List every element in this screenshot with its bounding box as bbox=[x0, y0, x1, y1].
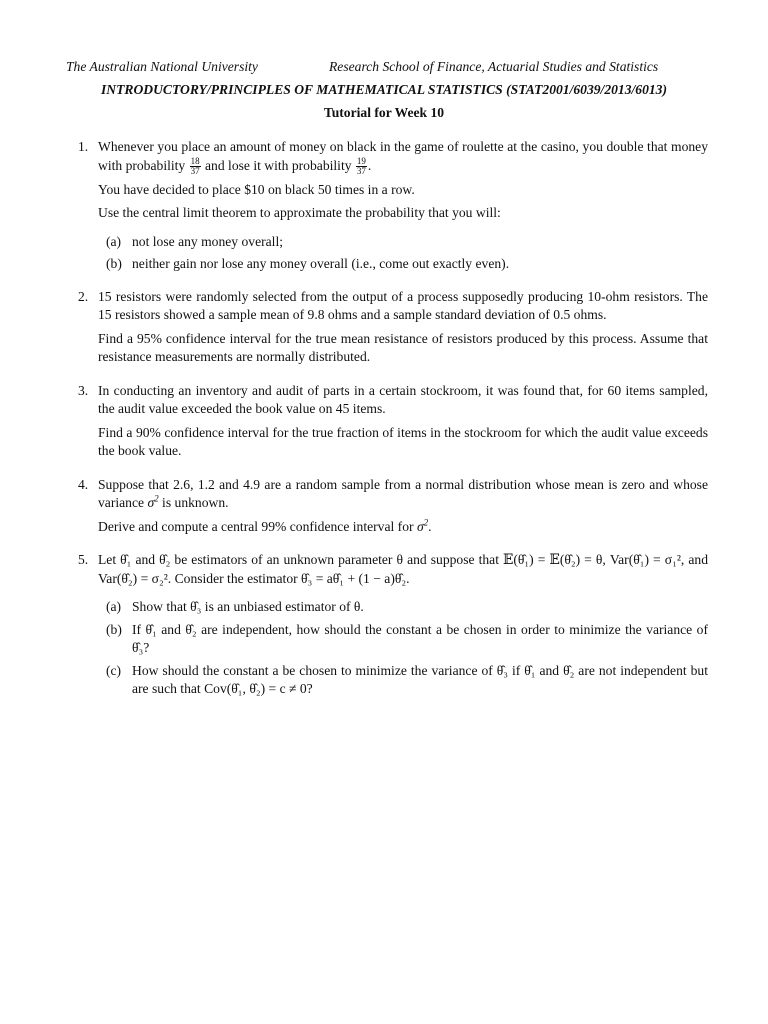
question-5 bbox=[78, 551, 708, 703]
subquestion-label: (b) bbox=[106, 621, 122, 637]
subquestion-label: (b) bbox=[106, 256, 122, 272]
question-2-task: Find a 95% confidence interval for the true mean resistance of resistors produced by this process. Assume that resistance measurements are normally distributed. bbox=[98, 330, 708, 365]
fraction-numerator: 18 bbox=[190, 155, 200, 166]
question-3-task: Find a 90% confidence interval for the true fraction of items in the stockroom for which the audit value exceeds the book value. bbox=[98, 424, 708, 459]
question-3 bbox=[78, 382, 708, 466]
question-1-instruction: Use the central limit theorem to approximate the probability that you will: bbox=[98, 205, 501, 221]
question-4-task bbox=[98, 518, 708, 537]
subquestion-text: neither gain nor lose any money overall (i.e., come out exactly even). bbox=[132, 256, 510, 272]
sigma-squared: $\sigma^2$ bbox=[147, 493, 159, 511]
question-number: 3. bbox=[78, 382, 89, 398]
fraction-19-37 bbox=[356, 157, 367, 176]
text-run: . bbox=[428, 518, 432, 534]
subquestion-text: Show that θ̂₃ is an unbiased estimator of θ. bbox=[132, 599, 364, 615]
question-2-text: 15 resistors were randomly selected from the output of a process supposedly producing 10-ohm resistors. The 15 resistors showed a sample mean of 9.8 ohms and a sample standard deviation of 0.5 ohms. bbox=[98, 288, 708, 323]
question-1-setup: You have decided to place $10 on black 50 times in a row. bbox=[98, 181, 415, 197]
fraction-numerator: 19 bbox=[356, 155, 366, 166]
question-4-text bbox=[98, 476, 708, 513]
university-name: The Australian National University bbox=[66, 59, 258, 74]
subquestion-a bbox=[106, 598, 708, 617]
subquestion-a bbox=[106, 233, 708, 252]
question-list bbox=[78, 138, 708, 713]
question-2 bbox=[78, 288, 708, 372]
subquestion-label: (a) bbox=[106, 233, 122, 249]
text-run: . bbox=[367, 157, 372, 173]
question-1-text bbox=[98, 138, 708, 176]
question-3-text: In conducting an inventory and audit of parts in a certain stockroom, it was found that, for 60 items sampled, the audit value exceeded the book value on 45 items. bbox=[98, 382, 708, 417]
question-number: 2. bbox=[78, 288, 89, 304]
subquestion-c bbox=[106, 662, 708, 699]
fraction-denominator: 37 bbox=[356, 165, 366, 176]
subquestion-text: not lose any money overall; bbox=[132, 233, 284, 249]
text-run: Whenever you place an amount of money on black in the game of roulette at the casino, you double that money with probability bbox=[98, 139, 708, 173]
sigma-squared: $\sigma^2$ bbox=[416, 517, 429, 534]
school-name: Research School of Finance, Actuarial Studies and Statistics bbox=[329, 59, 659, 74]
question-number: 1. bbox=[78, 139, 89, 154]
text-run: and lose it with probability bbox=[201, 157, 355, 173]
text-run: Suppose that 2.6, 1.2 and 4.9 are a random sample from a normal distribution whose mean is zero and whose variance bbox=[98, 476, 708, 511]
tutorial-title: Tutorial for Week 10 bbox=[323, 105, 445, 120]
text-run: is unknown. bbox=[158, 495, 229, 511]
fraction-18-37 bbox=[190, 157, 201, 176]
question-1 bbox=[78, 138, 708, 278]
subquestion-b bbox=[106, 255, 708, 274]
question-4 bbox=[78, 476, 708, 542]
text-run: Derive and compute a central 99% confidence interval for bbox=[98, 518, 417, 534]
fraction-denominator: 37 bbox=[190, 165, 200, 176]
subquestion-text: How should the constant a be chosen to minimize the variance of θ̂₃ if θ̂₁ and θ̂₂ are not independent but are such that Cov(θ̂₁, θ̂₂) = c ≠ 0? bbox=[132, 662, 708, 697]
subquestion-label: (a) bbox=[106, 599, 122, 615]
question-number: 5. bbox=[78, 552, 89, 568]
question-number: 4. bbox=[78, 476, 89, 492]
subquestion-label: (c) bbox=[106, 662, 122, 678]
question-5-text: Let θ̂₁ and θ̂₂ be estimators of an unknown parameter θ and suppose that 𝔼(θ̂₁) = 𝔼(θ̂₂) = θ, Var(θ̂₁) = σ₁², and Var(θ̂₂) = σ₂². Consider the estimator θ̂₃ = aθ̂₁ + (1 − a)θ̂₂. bbox=[98, 552, 708, 586]
subquestion-text: If θ̂₁ and θ̂₂ are independent, how should the constant a be chosen in order to minimize the variance of θ̂₃? bbox=[132, 621, 708, 656]
course-title: INTRODUCTORY/PRINCIPLES OF MATHEMATICAL STATISTICS (STAT2001/6039/2013/6013) bbox=[100, 82, 668, 97]
subquestion-b bbox=[106, 621, 708, 658]
